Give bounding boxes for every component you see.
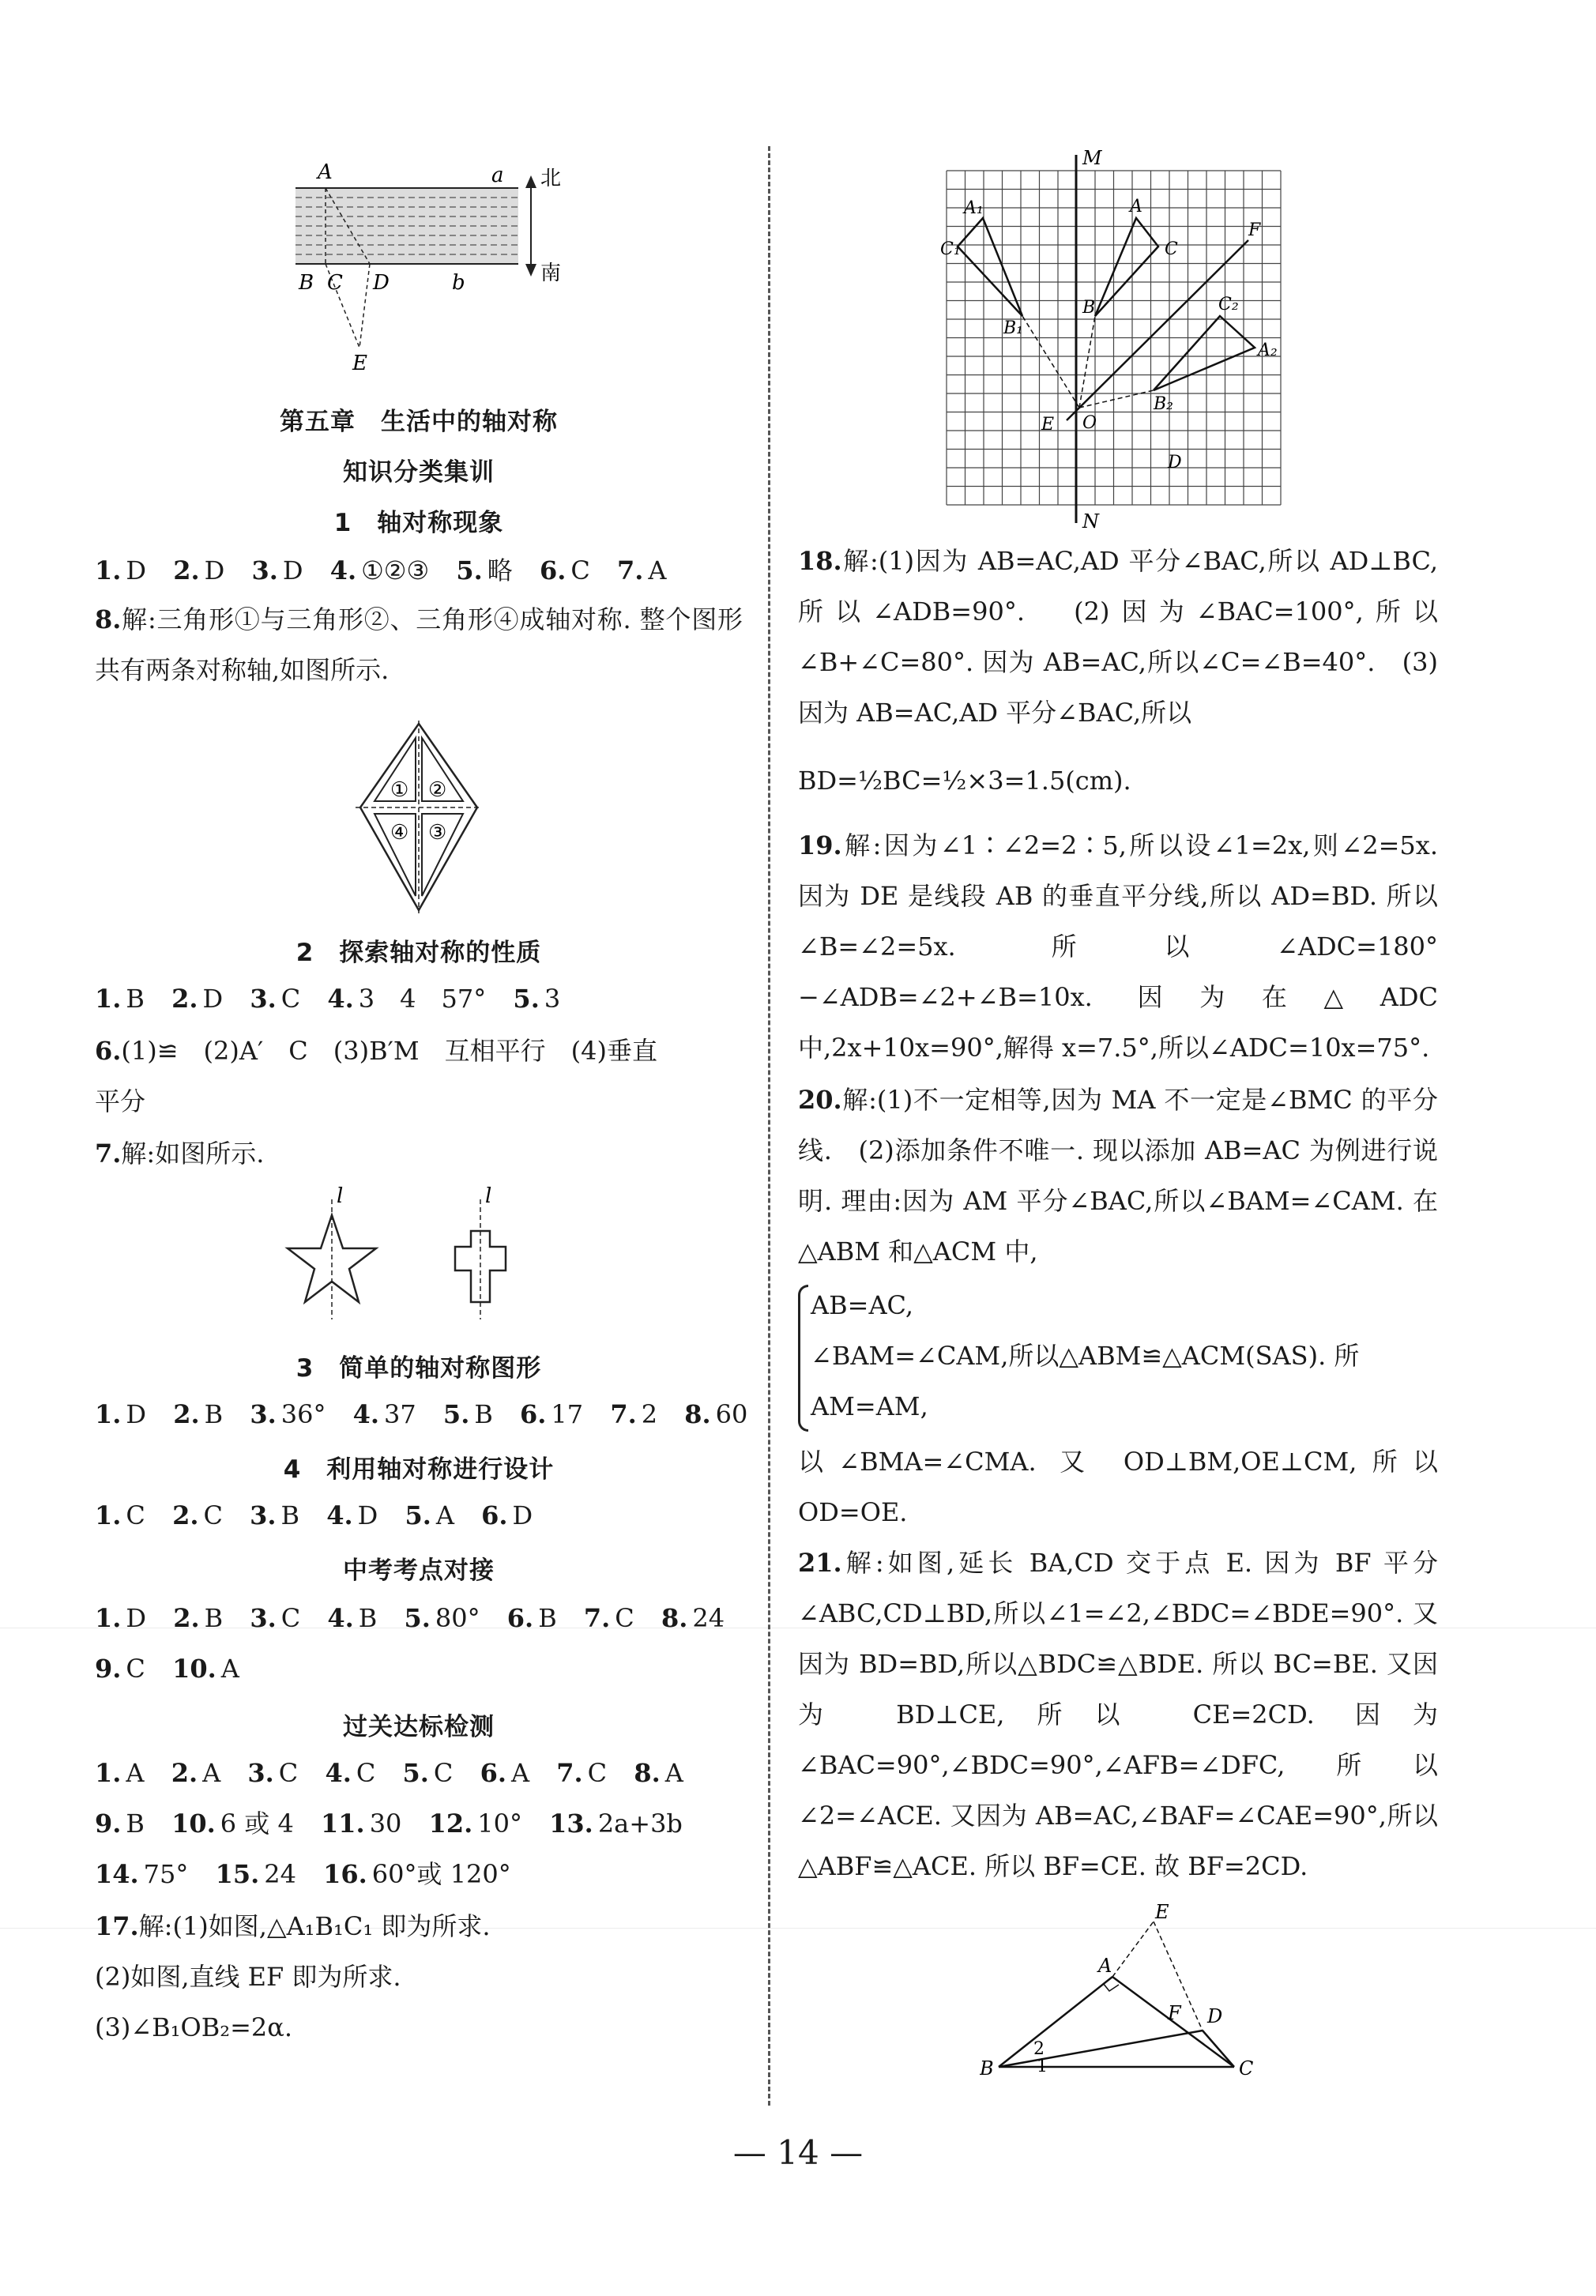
sec4-title: 4 利用轴对称进行设计 (283, 1455, 555, 1484)
label-A: A (318, 160, 333, 184)
label-A1: A₁ (964, 198, 984, 218)
answer: 13. 2a+3b (549, 1809, 683, 1839)
label-D: D (1207, 2005, 1223, 2027)
axis-label-l: l (337, 1184, 344, 1208)
answer: 6. C (539, 555, 590, 585)
chapter-title: 第五章 生活中的轴对称 (280, 408, 558, 436)
label-b: b (452, 271, 465, 295)
answer: 7. C (583, 1603, 634, 1633)
answer: 3. C (247, 1758, 299, 1788)
q17-line3: (3)∠B₁OB₂=2α. (95, 2012, 293, 2042)
answer: 2. D (173, 555, 225, 585)
label-E: E (1041, 415, 1055, 435)
answer: 2. B (173, 1399, 224, 1429)
label-C2: C₂ (1218, 295, 1239, 314)
sec4-answers (95, 1500, 551, 1531)
brace-line3: AM=AM, (811, 1391, 928, 1421)
answer: 12. 10° (428, 1809, 522, 1839)
label-angle-2: 2 (1033, 2039, 1045, 2059)
brace-line2: ∠BAM=∠CAM,所以△ABM≌△ACM(SAS). 所 (811, 1341, 1360, 1371)
answer: 1. A (95, 1758, 145, 1788)
q8-solution: 8.解:三角形①与三角形②、三角形④成轴对称. 整个图形共有两条对称轴,如图所示. (95, 604, 743, 685)
answer: 7. C (556, 1758, 608, 1788)
answer: 8. 60 (684, 1399, 748, 1429)
sec6-answers-row3 (95, 1858, 530, 1890)
answer: 3. C (250, 1603, 301, 1633)
label-A: A (1130, 197, 1142, 216)
label-N: N (1082, 510, 1099, 533)
answer: 5. 略 (456, 555, 513, 585)
q21-solution: 21.解:如图,延长 BA,CD 交于点 E. 因为 BF 平分∠ABC,CD⊥BD,所以∠1=∠2,∠BDC=∠BDE=90°. 又因为 BD=BD,所以△BDC≌△BDE. 所以 BC=BE. 又因为 BD⊥CE,所以 CE=2CD. 因为∠BAC=90°,∠BDC=90°,∠AFB=∠DFC,所以∠2=∠ACE. 又因为 AB=AC,∠BAF=∠CAE=90°,所以△ABF≌△ACE. 所以 BF=CE. 故 BF=2CD. (798, 1548, 1438, 1881)
answer: 11. 30 (321, 1809, 402, 1839)
label-a: a (491, 164, 504, 187)
answer: 5. 3 (513, 984, 561, 1014)
sec6-title: 过关达标检测 (343, 1713, 495, 1741)
q17-line1: 17.解:(1)如图,△A₁B₁C₁ 即为所求. (95, 1911, 491, 1941)
answer: 4. 3 4 57° (327, 984, 487, 1014)
answer: 6. D (481, 1500, 533, 1530)
label-north: 北 (540, 167, 562, 190)
label-circle-4: ④ (390, 821, 409, 845)
axis-label-l: l (485, 1184, 492, 1208)
grid-lines (947, 171, 1281, 505)
label-C: C (1165, 239, 1178, 259)
label-A: A (1098, 1955, 1112, 1977)
q6-line2: 平分 (95, 1086, 146, 1116)
section-title: 知识分类集训 (343, 458, 495, 487)
answer: 4. D (326, 1500, 378, 1530)
q20-solution-cont: 以∠BMA=∠CMA. 又 OD⊥BM,OE⊥CM,所以 OD=OE. (798, 1447, 1438, 1527)
sec5-answers-row1 (95, 1602, 743, 1634)
answer: 3. 36° (250, 1399, 326, 1429)
answer: 3. B (250, 1500, 300, 1530)
answer: 1. B (95, 984, 145, 1014)
answer: 6. B (506, 1603, 557, 1633)
q20-brace-block (798, 1282, 1438, 1436)
river-figure (284, 158, 664, 379)
sec6-answers-row2 (95, 1808, 702, 1839)
label-angle-1: 1 (1037, 2057, 1048, 2076)
answer: 5. B (442, 1399, 493, 1429)
answer: 6. A (480, 1758, 530, 1788)
answer: 5. 80° (404, 1603, 480, 1633)
label-circle-1: ① (390, 778, 409, 802)
label-circle-2: ② (428, 778, 447, 802)
label-F: F (1248, 220, 1261, 240)
q7-line: 7.解:如图所示. (95, 1139, 265, 1169)
label-B: B (980, 2057, 994, 2080)
q17-line2: (2)如图,直线 EF 即为所求. (95, 1962, 401, 1992)
rhombus-figure (356, 721, 482, 913)
q6-line1: 6.(1)≌ (2)A′ C (3)B′M 互相平行 (4)垂直 (95, 1036, 657, 1066)
sec1-title: 1 轴对称现象 (333, 509, 504, 537)
sec3-title: 3 简单的轴对称图形 (295, 1354, 542, 1383)
answer: 4. B (327, 1603, 378, 1633)
answer: 10. 6 或 4 (171, 1809, 294, 1839)
answer: 1. D (95, 1603, 147, 1633)
answer: 16. 60°或 120° (323, 1859, 511, 1889)
brace (798, 1285, 808, 1432)
q19-solution: 19.解:因为∠1∶∠2=2∶5,所以设∠1=2x,则∠2=5x. 因为 DE 是线段 AB 的垂直平分线,所以 AD=BD. 所以∠B=∠2=5x. 所以∠ADC=180°−∠ADB=∠2+∠B=10x. 因为在△ADC 中,2x+10x=90°,解得 x=7.5°,所以∠ADC=10x=75°. (798, 830, 1438, 1063)
label-B: B (1082, 298, 1096, 318)
sec1-answers (95, 555, 686, 586)
sec5-title: 中考考点对接 (343, 1556, 495, 1585)
label-F: F (1168, 2002, 1181, 2024)
label-O: O (1082, 413, 1097, 433)
sec6-answers-row1 (95, 1757, 702, 1789)
brace-line1: AB=AC, (811, 1290, 914, 1320)
answer: 3. C (250, 984, 301, 1014)
answer: 3. D (251, 555, 303, 585)
label-C: C (1239, 2057, 1254, 2080)
answer: 10. A (172, 1654, 239, 1684)
q20-solution: 20.解:(1)不一定相等,因为 MA 不一定是∠BMC 的平分线. (2)添加条件不唯一. 现以添加 AB=AC 为例进行说明. 理由:因为 AM 平分∠BAC,所以∠BAM=∠CAM. 在△ABM 和△ACM 中, (798, 1085, 1438, 1267)
answer: 2. B (173, 1603, 224, 1633)
star-cross-figure (277, 1184, 561, 1326)
answer: 7. A (617, 555, 667, 585)
label-south: 南 (540, 262, 562, 285)
column-divider (768, 146, 770, 2106)
label-C: C (327, 271, 343, 295)
triangle-figure (980, 1904, 1264, 2094)
answer: 5. A (405, 1500, 454, 1530)
answer: 8. A (634, 1758, 683, 1788)
answer: 2. D (171, 984, 224, 1014)
label-B: B (299, 271, 314, 295)
sec2-title: 2 探索轴对称的性质 (295, 939, 542, 967)
answer: 4. ①②③ (329, 555, 430, 585)
answer: 9. C (95, 1654, 145, 1684)
label-D: D (1168, 453, 1182, 472)
answer: 8. 24 (661, 1603, 725, 1633)
q18-last-line: BD=½BC=½×3=1.5(cm). (798, 766, 1131, 796)
answer: 1. D (95, 555, 147, 585)
label-E: E (352, 352, 367, 375)
answer: 9. B (95, 1809, 145, 1839)
answer: 2. C (172, 1500, 223, 1530)
answer: 1. D (95, 1399, 147, 1429)
label-B2: B₂ (1154, 394, 1173, 414)
label-B1: B₁ (1003, 318, 1023, 338)
answer: 7. 2 (610, 1399, 658, 1429)
sec2-answers (95, 983, 579, 1014)
sec3-answers (95, 1398, 766, 1430)
page-number: — 14 — (732, 2133, 864, 2172)
label-C1: C₁ (940, 239, 961, 259)
answer: 6. 17 (520, 1399, 584, 1429)
answer: 5. C (402, 1758, 454, 1788)
sec5-answers-row2 (95, 1653, 258, 1684)
q18-solution: 18.解:(1)因为 AB=AC,AD 平分∠BAC,所以 AD⊥BC,所以∠ADB=90°. (2)因为∠BAC=100°,所以∠B+∠C=80°. 因为 AB=AC,所以∠C=∠B=40°. (3)因为 AB=AC,AD 平分∠BAC,所以 (798, 546, 1438, 728)
label-D: D (373, 271, 390, 295)
grid-figure (940, 147, 1312, 534)
answer: 2. A (171, 1758, 221, 1788)
label-A2: A₂ (1258, 341, 1278, 360)
answer: 15. 24 (215, 1859, 296, 1889)
answer: 14. 75° (95, 1859, 189, 1889)
label-circle-3: ③ (428, 821, 447, 845)
answer: 1. C (95, 1500, 145, 1530)
label-E: E (1155, 1904, 1169, 1923)
answer: 4. C (325, 1758, 376, 1788)
answer: 4. 37 (352, 1399, 416, 1429)
label-M: M (1082, 147, 1102, 169)
